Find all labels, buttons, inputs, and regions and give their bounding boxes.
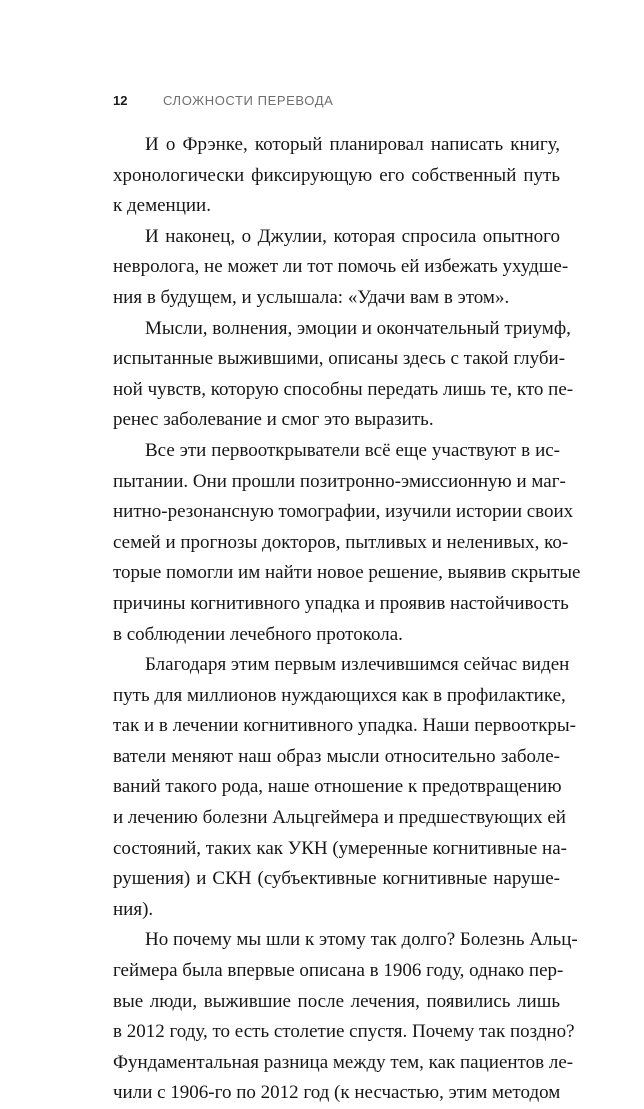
text-line: вые люди, выжившие после лечения, появились лишь <box>113 990 560 1012</box>
text-line: состояний, таких как УКН (умеренные когнитивные на- <box>113 837 567 859</box>
text-line: так и в лечении когнитивного упадка. Наши первооткры- <box>113 715 577 737</box>
text-line: геймера была впервые описана в 1906 году, однако пер- <box>113 960 564 982</box>
text-line: к деменции. <box>113 195 211 217</box>
text-line: нитно-резонансную томографии, изучили истории своих <box>113 501 574 523</box>
text-line: Но почему мы шли к этому так долго? Болезнь Альц- <box>145 929 578 951</box>
section-title: СЛОЖНОСТИ ПЕРЕВОДА <box>163 93 334 108</box>
text-line: ренес заболевание и смог это выразить. <box>113 409 434 431</box>
text-line: ния). <box>113 898 154 920</box>
text-line: Все эти первооткрыватели всё еще участвуют в ис- <box>145 439 560 461</box>
text-line: ния в будущем, и услышала: «Удачи вам в этом». <box>113 286 510 308</box>
page-number: 12 <box>113 93 128 108</box>
running-head <box>113 93 333 109</box>
text-line: хронологически фиксирующую его собственный путь <box>113 164 560 186</box>
text-line: Благодаря этим первым излечившимся сейчас виден <box>145 654 570 676</box>
text-line: Мысли, волнения, эмоции и окончательный триумф, <box>145 317 571 339</box>
text-line: ватели меняют наш образ мысли относительно заболе- <box>113 745 560 767</box>
text-line: И о Фрэнке, который планировал написать книгу, <box>145 134 560 155</box>
text-line: испытанные выжившими, описаны здесь с такой глуби- <box>113 348 566 370</box>
text-line: невролога, не может ли тот помочь ей избежать ухудше- <box>113 256 569 278</box>
body-text <box>113 130 581 1109</box>
text-line: чили с 1906-го по 2012 год (к несчастью, этим методом <box>113 1082 561 1104</box>
text-line: торые помогли им найти новое решение, выявив скрытые <box>113 562 581 584</box>
text-line: путь для миллионов нуждающихся как в профилактике, <box>113 684 566 706</box>
text-line: в соблюдении лечебного протокола. <box>113 623 403 645</box>
text-line: ной чувств, которую способны передать лишь те, кто пе- <box>113 378 574 400</box>
text-line: причины когнитивного упадка и проявив настойчивость <box>113 592 569 614</box>
text-line: семей и прогнозы докторов, пытливых и неленивых, ко- <box>113 531 569 553</box>
text-line: рушения) и СКН (субъективные когнитивные наруше- <box>113 868 560 890</box>
text-line: пытании. Они прошли позитронно-эмиссионную и маг- <box>113 470 566 492</box>
text-line: Фундаментальная разница между тем, как пациентов ле- <box>113 1051 574 1073</box>
text-line: ваний такого рода, наше отношение к предотвращению <box>113 776 562 798</box>
text-line: в 2012 году, то есть столетие спустя. Почему так поздно? <box>113 1021 575 1043</box>
text-line: И наконец, о Джулии, которая спросила опытного <box>145 225 560 247</box>
text-line: и лечению болезни Альцгеймера и предшествующих ей <box>113 807 566 829</box>
